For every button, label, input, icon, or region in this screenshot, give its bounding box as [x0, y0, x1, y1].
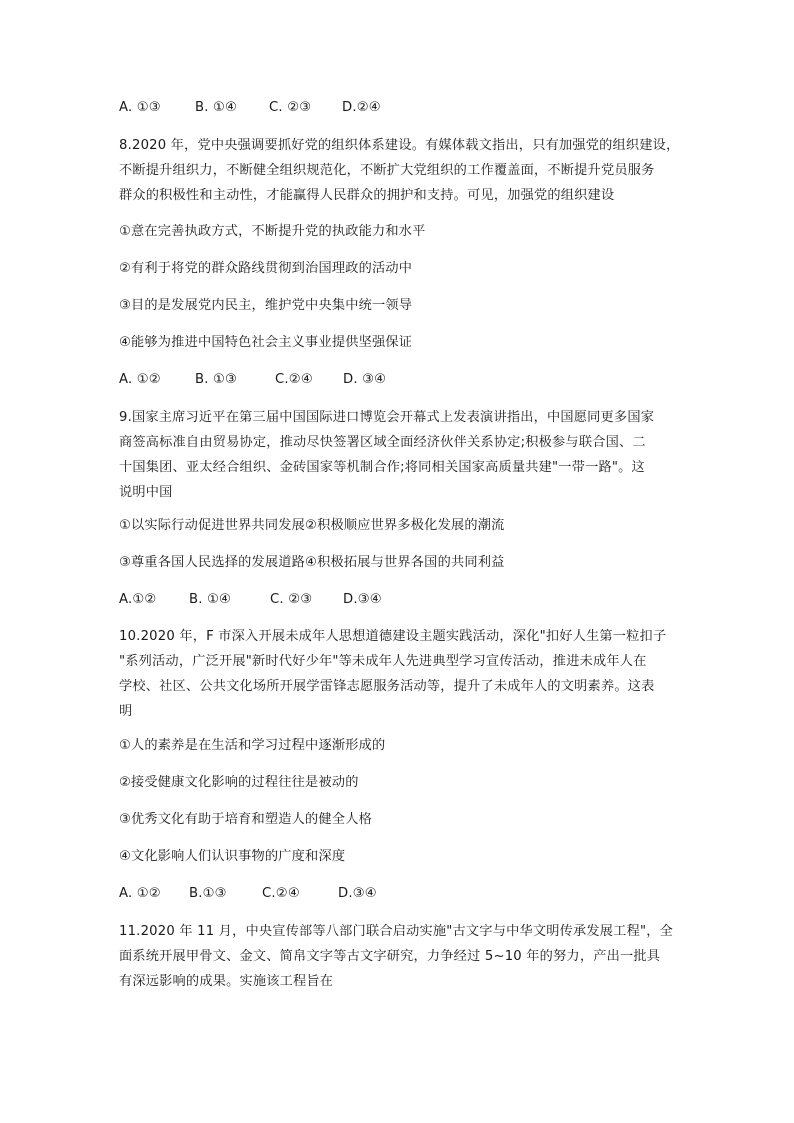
- q10-stem-line-1: 10.2020 年，F 市深入开展未成年人思想道德建设主题实践活动，深化"扣好人生第一粒扣子: [119, 629, 667, 644]
- q11-stem-line-2: 面系统开展甲骨文、金文、简帛文字等古文字研究，力争经过 5~10 年的努力，产出一批具: [119, 949, 661, 964]
- q9-option-line-1: ①以实际行动促进世界共同发展②积极顺应世界多极化发展的潮流: [119, 518, 505, 533]
- q9-option-line-2: ③尊重各国人民选择的发展道路④积极拓展与世界各国的共同利益: [119, 555, 505, 570]
- q8-stem-line-1: 8.2020 年，党中央强调要抓好党的组织体系建设。有媒体载文指出，只有加强党的组织建设，: [119, 138, 680, 153]
- q10-choice-d: D.③④: [338, 886, 377, 901]
- q8-stem-line-2: 不断提升组织力，不断健全组织规范化，不断扩大党组织的工作覆盖面，不断提升党员服务: [119, 163, 655, 178]
- q9-choice-b: B. ①④: [189, 592, 232, 607]
- q8-choice-b: B. ①③: [195, 372, 238, 387]
- q8-option-4: ④能够为推进中国特色社会主义事业提供坚强保证: [119, 335, 413, 350]
- q9-stem-line-3: 十国集团、亚太经合组织、金砖国家等机制合作;将同相关国家高质量共建"一带一路"。这: [119, 460, 645, 475]
- q8-stem-line-3: 群众的积极性和主动性，才能赢得人民群众的拥护和支持。可见，加强党的组织建设: [119, 188, 615, 203]
- q10-option-3: ③优秀文化有助于培育和塑造人的健全人格: [119, 812, 372, 827]
- q8-choice-a: A. ①②: [119, 372, 161, 387]
- q11-stem-line-3: 有深远影响的成果。实施该工程旨在: [119, 974, 334, 989]
- q9-answer-choices: [119, 590, 382, 610]
- q10-choice-b: B.①③: [189, 886, 227, 901]
- q8-option-3: ③目的是发展党内民主，维护党中央集中统一领导: [119, 298, 413, 313]
- q8-choice-c: C.②④: [275, 372, 313, 387]
- q7-choice-b: B. ①④: [195, 100, 238, 115]
- q10-stem-line-4: 明: [119, 704, 133, 719]
- q9-choice-c: C. ②③: [270, 592, 313, 607]
- q9-stem-line-1: 9.国家主席习近平在第三届中国国际进口博览会开幕式上发表演讲指出，中国愿同更多国家: [119, 410, 655, 425]
- q7-answer-choices: [119, 98, 381, 118]
- q9-choice-a: A.①②: [119, 592, 157, 607]
- q8-answer-choices: [119, 370, 386, 390]
- q8-choice-d: D. ③④: [343, 372, 387, 387]
- q10-stem-line-2: "系列活动，广泛开展"新时代好少年"等未成年人先进典型学习宣传活动，推进未成年人在: [119, 654, 647, 669]
- q10-stem-line-3: 学校、社区、公共文化场所开展学雷锋志愿服务活动等，提升了未成年人的文明素养。这表: [119, 679, 655, 694]
- q10-choice-c: C.②④: [262, 886, 300, 901]
- q7-choice-c: C. ②③: [269, 100, 312, 115]
- q10-answer-choices: [119, 884, 377, 904]
- q8-option-2: ②有利于将党的群众路线贯彻到治国理政的活动中: [119, 261, 413, 276]
- q9-stem-line-4: 说明中国: [119, 485, 173, 500]
- q10-choice-a: A. ①②: [119, 886, 161, 901]
- q7-choice-d: D.②④: [342, 100, 381, 115]
- q7-choice-a: A. ①③: [119, 100, 161, 115]
- q10-option-2: ②接受健康文化影响的过程往往是被动的: [119, 775, 359, 790]
- q10-option-1: ①人的素养是在生活和学习过程中逐渐形成的: [119, 738, 386, 753]
- q8-option-1: ①意在完善执政方式，不断提升党的执政能力和水平: [119, 224, 426, 239]
- q9-stem-line-2: 商签高标准自由贸易协定，推动尽快签署区域全面经济伙伴关系协定;积极参与联合国、二: [119, 435, 646, 450]
- q11-stem-line-1: 11.2020 年 11 月，中央宣传部等八部门联合启动实施"古文字与中华文明传承发展工程"，全: [119, 924, 673, 939]
- q9-choice-d: D.③④: [343, 592, 382, 607]
- q10-option-4: ④文化影响人们认识事物的广度和深度: [119, 849, 346, 864]
